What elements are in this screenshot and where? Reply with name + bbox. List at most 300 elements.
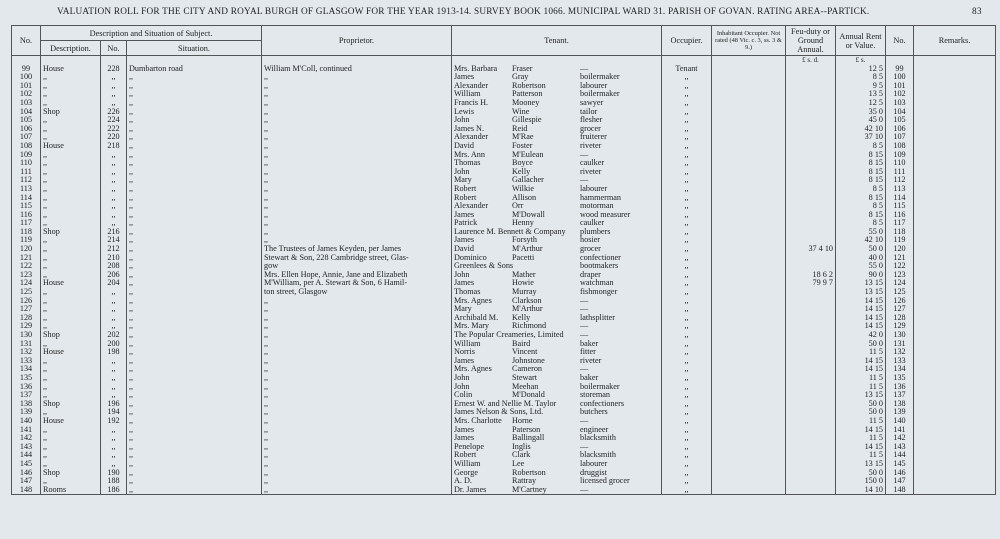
row-rent: 8 15 <box>836 211 886 220</box>
row-occupier: ,, <box>662 357 712 366</box>
row-description: ,, <box>41 383 101 392</box>
row-remarks <box>914 99 996 108</box>
row-remarks <box>914 297 996 306</box>
table-row <box>12 322 996 331</box>
row-remarks <box>914 236 996 245</box>
row-situation: ,, <box>127 434 262 443</box>
row-proprietor: ,, <box>262 408 452 417</box>
row-proprietor: Stewart & Son, 228 Cambridge street, Glas- <box>262 254 452 263</box>
row-remarks <box>914 228 996 237</box>
table-row <box>12 116 996 125</box>
tenant-first-name: John <box>454 382 470 391</box>
tenant-first-name: Norris <box>454 348 475 357</box>
row-occupier: ,, <box>662 340 712 349</box>
row-number-right: 139 <box>886 408 914 417</box>
tenant-surname: Mooney <box>512 98 540 107</box>
tenant-surname: Wilkie <box>512 184 534 193</box>
row-tenant <box>452 305 662 314</box>
tenant-first-name: The Popular Creameries, Limited <box>454 331 564 339</box>
row-proprietor: ,, <box>262 322 452 331</box>
row-rent: 9 5 <box>836 82 886 91</box>
table-row <box>12 90 996 99</box>
tenant-occupation: — <box>580 64 589 73</box>
row-remarks <box>914 434 996 443</box>
row-feu-duty <box>786 65 836 74</box>
table-row <box>12 417 996 426</box>
row-inhabitant <box>712 82 786 91</box>
row-tenant <box>452 133 662 142</box>
row-description: ,, <box>41 374 101 383</box>
tenant-occupation: — <box>580 305 589 314</box>
row-situation: ,, <box>127 365 262 374</box>
row-inhabitant <box>712 340 786 349</box>
row-situation: ,, <box>127 383 262 392</box>
row-inhabitant <box>712 426 786 435</box>
row-feu-duty <box>786 116 836 125</box>
row-description: ,, <box>41 460 101 469</box>
row-occupier: ,, <box>662 374 712 383</box>
row-number-right: 138 <box>886 400 914 409</box>
tenant-surname: Mather <box>512 270 536 279</box>
tenant-occupation: fitter <box>580 348 596 357</box>
table-row <box>12 168 996 177</box>
row-feu-duty <box>786 151 836 160</box>
row-number: 124 <box>12 279 41 288</box>
row-proprietor: ,, <box>262 305 452 314</box>
col-header-street-no: No. <box>101 41 127 56</box>
row-occupier: ,, <box>662 194 712 203</box>
row-inhabitant <box>712 365 786 374</box>
row-situation: ,, <box>127 236 262 245</box>
row-remarks <box>914 254 996 263</box>
row-proprietor: ,, <box>262 99 452 108</box>
row-proprietor: Mrs. Ellen Hope, Annie, Jane and Elizabeth <box>262 271 452 280</box>
row-number-right: 102 <box>886 90 914 99</box>
row-street-number: ,, <box>101 168 127 177</box>
row-rent: 14 15 <box>836 322 886 331</box>
row-situation: ,, <box>127 348 262 357</box>
row-inhabitant <box>712 357 786 366</box>
row-number-right: 106 <box>886 125 914 134</box>
row-number: 100 <box>12 73 41 82</box>
row-description: ,, <box>41 365 101 374</box>
row-tenant <box>452 151 662 160</box>
tenant-first-name: William <box>454 339 481 348</box>
row-remarks <box>914 82 996 91</box>
row-feu-duty <box>786 185 836 194</box>
row-street-number: ,, <box>101 297 127 306</box>
row-rent: 42 10 <box>836 236 886 245</box>
row-number: 125 <box>12 288 41 297</box>
row-occupier: ,, <box>662 391 712 400</box>
row-feu-duty: 79 9 7 <box>786 279 836 288</box>
row-proprietor: ,, <box>262 469 452 478</box>
row-rent: 42 10 <box>836 125 886 134</box>
row-rent: 11 5 <box>836 374 886 383</box>
row-situation: ,, <box>127 279 262 288</box>
row-rent: 55 0 <box>836 228 886 237</box>
row-remarks <box>914 357 996 366</box>
row-situation: ,, <box>127 133 262 142</box>
tenant-occupation: watchman <box>580 279 614 288</box>
tenant-occupation: — <box>580 150 589 159</box>
row-number-right: 114 <box>886 194 914 203</box>
row-number: 117 <box>12 219 41 228</box>
row-number: 99 <box>12 65 41 74</box>
row-tenant <box>452 271 662 280</box>
row-street-number: ,, <box>101 357 127 366</box>
row-tenant <box>452 108 662 117</box>
row-number: 144 <box>12 451 41 460</box>
tenant-surname: M'Donald <box>512 391 545 400</box>
tenant-first-name: Francis H. <box>454 98 489 107</box>
row-tenant <box>452 331 662 340</box>
row-proprietor: ,, <box>262 236 452 245</box>
table-row <box>12 228 996 237</box>
row-proprietor: ,, <box>262 168 452 177</box>
table-row <box>12 185 996 194</box>
row-number: 134 <box>12 365 41 374</box>
row-feu-duty <box>786 426 836 435</box>
row-proprietor: ,, <box>262 202 452 211</box>
row-street-number: 194 <box>101 408 127 417</box>
tenant-occupation: caulker <box>580 159 605 168</box>
row-description: ,, <box>41 219 101 228</box>
row-proprietor: ,, <box>262 125 452 134</box>
tenant-occupation: labourer <box>580 459 608 468</box>
tenant-surname: Vincent <box>512 348 538 357</box>
row-street-number: 226 <box>101 108 127 117</box>
col-header-tenant: Tenant. <box>452 26 662 56</box>
tenant-first-name: Alexander <box>454 133 489 142</box>
row-number: 140 <box>12 417 41 426</box>
row-rent: 8 5 <box>836 142 886 151</box>
row-feu-duty <box>786 168 836 177</box>
row-rent: 14 15 <box>836 357 886 366</box>
table-row <box>12 365 996 374</box>
row-inhabitant <box>712 305 786 314</box>
row-street-number: ,, <box>101 460 127 469</box>
row-number-right: 113 <box>886 185 914 194</box>
row-occupier: ,, <box>662 262 712 271</box>
row-feu-duty <box>786 486 836 495</box>
tenant-surname: Stewart <box>512 373 538 382</box>
table-row <box>12 125 996 134</box>
row-occupier: ,, <box>662 245 712 254</box>
row-remarks <box>914 279 996 288</box>
row-remarks <box>914 90 996 99</box>
tenant-occupation: hosier <box>580 236 601 245</box>
row-feu-duty <box>786 133 836 142</box>
row-occupier: ,, <box>662 82 712 91</box>
row-situation: ,, <box>127 99 262 108</box>
row-number-right: 144 <box>886 451 914 460</box>
table-row <box>12 176 996 185</box>
row-street-number: 198 <box>101 348 127 357</box>
row-tenant <box>452 142 662 151</box>
row-description: ,, <box>41 426 101 435</box>
row-number-right: 108 <box>886 142 914 151</box>
page-title: VALUATION ROLL FOR THE CITY AND ROYAL BURGH OF GLASGOW FOR THE YEAR 1913-14. SURVEY BOOK 1066. MUNICIPAL WARD 31. PARISH OF GOVAN. RATING AREA--PARTICK. <box>57 7 870 17</box>
row-tenant <box>452 340 662 349</box>
tenant-surname: Reid <box>512 124 528 133</box>
tenant-surname: Forsyth <box>512 236 538 245</box>
tenant-surname: Cameron <box>512 365 543 374</box>
row-street-number: ,, <box>101 73 127 82</box>
row-number: 141 <box>12 426 41 435</box>
row-number: 136 <box>12 383 41 392</box>
col-header-occupier: Occupier. <box>662 26 712 56</box>
row-situation: ,, <box>127 254 262 263</box>
row-number-right: 118 <box>886 228 914 237</box>
tenant-first-name: Robert <box>454 193 477 202</box>
table-row <box>12 133 996 142</box>
table-row <box>12 348 996 357</box>
tenant-surname: Pacetti <box>512 253 535 262</box>
row-street-number: ,, <box>101 451 127 460</box>
row-number: 109 <box>12 151 41 160</box>
row-proprietor: The Trustees of James Keyden, per James <box>262 245 452 254</box>
table-row <box>12 99 996 108</box>
row-rent: 50 0 <box>836 408 886 417</box>
tenant-occupation: — <box>580 416 589 425</box>
row-rent: 50 0 <box>836 245 886 254</box>
row-rent: 40 0 <box>836 254 886 263</box>
row-proprietor: M'William, per A. Stewart & Son, 6 Hamil- <box>262 279 452 288</box>
row-description: ,, <box>41 82 101 91</box>
tenant-first-name: George <box>454 468 478 477</box>
tenant-occupation: flesher <box>580 116 603 125</box>
row-inhabitant <box>712 133 786 142</box>
row-description: ,, <box>41 211 101 220</box>
row-street-number: 186 <box>101 486 127 495</box>
row-rent: 14 15 <box>836 305 886 314</box>
row-street-number: ,, <box>101 305 127 314</box>
tenant-first-name: James <box>454 356 475 365</box>
row-street-number: ,, <box>101 434 127 443</box>
row-situation: ,, <box>127 142 262 151</box>
tenant-occupation: storeman <box>580 391 611 400</box>
row-feu-duty <box>786 374 836 383</box>
row-inhabitant <box>712 443 786 452</box>
row-feu-duty <box>786 211 836 220</box>
units-row <box>12 56 996 65</box>
row-occupier: ,, <box>662 125 712 134</box>
row-situation: ,, <box>127 426 262 435</box>
row-rent: 8 15 <box>836 168 886 177</box>
row-number: 112 <box>12 176 41 185</box>
row-occupier: ,, <box>662 219 712 228</box>
tenant-first-name: Lewis <box>454 107 475 116</box>
row-number-right: 110 <box>886 159 914 168</box>
row-tenant <box>452 434 662 443</box>
row-inhabitant <box>712 151 786 160</box>
row-occupier: ,, <box>662 176 712 185</box>
row-street-number: ,, <box>101 443 127 452</box>
row-tenant <box>452 477 662 486</box>
table-row <box>12 271 996 280</box>
row-street-number: ,, <box>101 151 127 160</box>
row-remarks <box>914 322 996 331</box>
row-remarks <box>914 125 996 134</box>
tenant-occupation: — <box>580 296 589 305</box>
tenant-surname: Boyce <box>512 159 533 168</box>
row-description: ,, <box>41 314 101 323</box>
table-row <box>12 245 996 254</box>
row-number-right: 117 <box>886 219 914 228</box>
row-remarks <box>914 168 996 177</box>
row-number-right: 119 <box>886 236 914 245</box>
row-tenant <box>452 469 662 478</box>
tenant-first-name: John <box>454 270 470 279</box>
table-row <box>12 202 996 211</box>
row-rent: 11 5 <box>836 417 886 426</box>
row-remarks <box>914 288 996 297</box>
row-feu-duty <box>786 477 836 486</box>
row-inhabitant <box>712 322 786 331</box>
table-row <box>12 194 996 203</box>
row-description: ,, <box>41 477 101 486</box>
row-occupier: ,, <box>662 451 712 460</box>
row-situation: ,, <box>127 374 262 383</box>
row-inhabitant <box>712 314 786 323</box>
row-rent: 14 15 <box>836 365 886 374</box>
row-proprietor: ,, <box>262 151 452 160</box>
row-tenant <box>452 391 662 400</box>
row-feu-duty <box>786 108 836 117</box>
row-feu-duty <box>786 357 836 366</box>
row-street-number: ,, <box>101 82 127 91</box>
row-occupier: Tenant <box>662 65 712 74</box>
row-street-number: ,, <box>101 365 127 374</box>
row-tenant <box>452 176 662 185</box>
row-feu-duty <box>786 340 836 349</box>
tenant-occupation: boilermaker <box>580 90 620 99</box>
row-rent: 11 5 <box>836 434 886 443</box>
row-number: 102 <box>12 90 41 99</box>
row-street-number: ,, <box>101 374 127 383</box>
tenant-surname: Horne <box>512 416 533 425</box>
tenant-surname: Robertson <box>512 468 546 477</box>
row-rent: 42 0 <box>836 331 886 340</box>
row-remarks <box>914 108 996 117</box>
tenant-surname: Foster <box>512 141 533 150</box>
feu-units: £ s. d. <box>786 56 836 65</box>
row-tenant <box>452 486 662 495</box>
tenant-occupation: caulker <box>580 219 605 228</box>
row-remarks <box>914 426 996 435</box>
row-street-number: 200 <box>101 340 127 349</box>
row-number: 142 <box>12 434 41 443</box>
tenant-surname: Fraser <box>512 64 533 73</box>
tenant-surname: M'Arthur <box>512 305 543 314</box>
row-inhabitant <box>712 108 786 117</box>
row-proprietor: ,, <box>262 460 452 469</box>
table-row <box>12 297 996 306</box>
tenant-first-name: A. D. <box>454 477 472 486</box>
row-proprietor: ,, <box>262 331 452 340</box>
row-rent: 8 5 <box>836 73 886 82</box>
row-inhabitant <box>712 254 786 263</box>
row-occupier: ,, <box>662 305 712 314</box>
row-inhabitant <box>712 434 786 443</box>
row-proprietor: ,, <box>262 142 452 151</box>
row-occupier: ,, <box>662 331 712 340</box>
row-description: Rooms <box>41 486 101 495</box>
row-feu-duty: 37 4 10 <box>786 245 836 254</box>
row-situation: ,, <box>127 228 262 237</box>
row-remarks <box>914 262 996 271</box>
row-street-number: ,, <box>101 211 127 220</box>
row-occupier: ,, <box>662 417 712 426</box>
row-street-number: 228 <box>101 65 127 74</box>
row-situation: ,, <box>127 90 262 99</box>
row-situation: ,, <box>127 151 262 160</box>
tenant-occupation: hammerman <box>580 193 621 202</box>
row-inhabitant <box>712 348 786 357</box>
row-street-number: ,, <box>101 99 127 108</box>
row-situation: ,, <box>127 400 262 409</box>
row-occupier: ,, <box>662 348 712 357</box>
row-rent: 14 15 <box>836 297 886 306</box>
row-street-number: 190 <box>101 469 127 478</box>
tenant-first-name: James <box>454 434 475 443</box>
row-remarks <box>914 400 996 409</box>
row-rent: 50 0 <box>836 340 886 349</box>
tenant-first-name: James <box>454 210 475 219</box>
tenant-occupation: bootmakers <box>580 262 619 271</box>
row-remarks <box>914 151 996 160</box>
row-description: ,, <box>41 133 101 142</box>
row-feu-duty <box>786 90 836 99</box>
row-inhabitant <box>712 194 786 203</box>
row-situation: ,, <box>127 116 262 125</box>
tenant-surname: M'Dowall <box>512 210 545 219</box>
table-row <box>12 254 996 263</box>
row-situation: ,, <box>127 322 262 331</box>
row-remarks <box>914 417 996 426</box>
row-description: House <box>41 142 101 151</box>
row-occupier: ,, <box>662 159 712 168</box>
row-number-right: 101 <box>886 82 914 91</box>
row-street-number: ,, <box>101 322 127 331</box>
tenant-first-name: Mrs. Charlotte <box>454 416 502 425</box>
row-description: Shop <box>41 228 101 237</box>
row-number-right: 140 <box>886 417 914 426</box>
tenant-first-name: James <box>454 73 475 82</box>
tenant-first-name: James N. <box>454 124 485 133</box>
page-header <box>0 4 1000 20</box>
tenant-first-name: Mrs. Agnes <box>454 296 492 305</box>
row-description: ,, <box>41 357 101 366</box>
row-feu-duty <box>786 194 836 203</box>
row-number: 137 <box>12 391 41 400</box>
row-situation: ,, <box>127 297 262 306</box>
row-number-right: 146 <box>886 469 914 478</box>
row-tenant <box>452 426 662 435</box>
row-feu-duty <box>786 400 836 409</box>
table-row <box>12 211 996 220</box>
row-number: 128 <box>12 314 41 323</box>
row-feu-duty <box>786 451 836 460</box>
row-remarks <box>914 469 996 478</box>
row-inhabitant <box>712 477 786 486</box>
row-situation: Dumbarton road <box>127 65 262 74</box>
row-occupier: ,, <box>662 443 712 452</box>
row-rent: 12 5 <box>836 65 886 74</box>
row-situation: ,, <box>127 460 262 469</box>
row-rent: 13 15 <box>836 391 886 400</box>
